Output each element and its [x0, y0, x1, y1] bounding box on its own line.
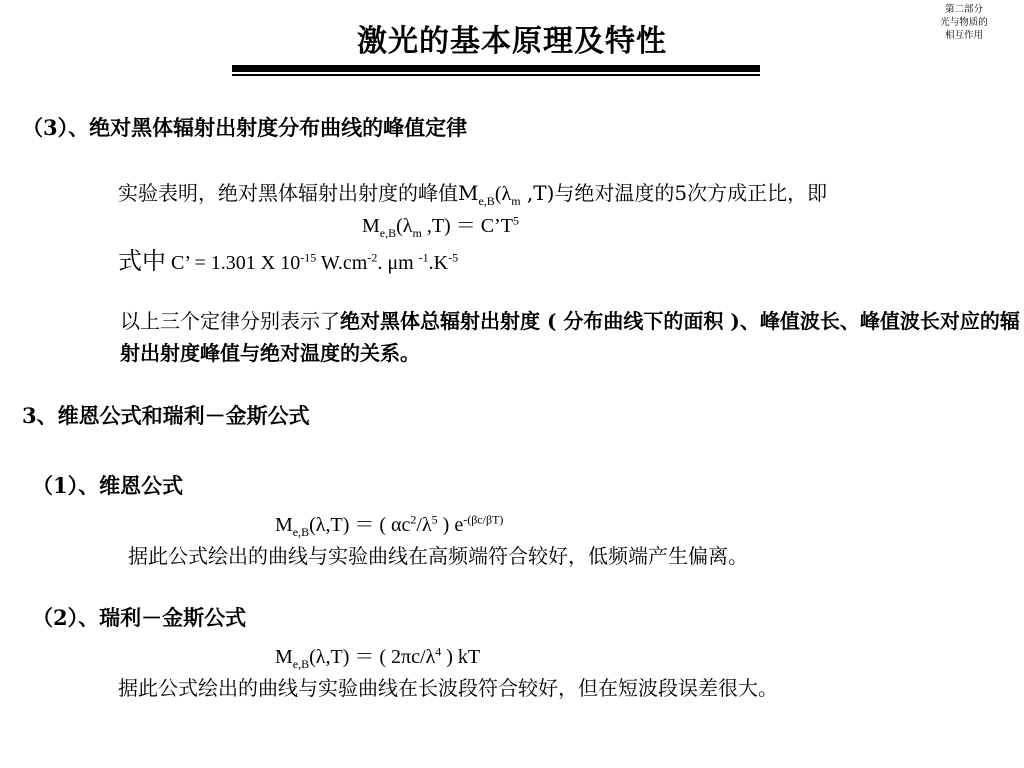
rayleigh-equation — [275, 640, 480, 669]
constant-sup3: -1 — [418, 250, 429, 265]
rayleigh-heading: （2）、瑞利－金斯公式 — [32, 605, 247, 630]
summary-bold: 绝对黑体总辐射出射度 ( 分布曲线下的面积 )、峰值波长、峰值波长对应的辐射出射度峰值与绝对温度的关系。 — [120, 309, 1020, 365]
rayleigh-eq-a: M — [275, 646, 293, 668]
rayleigh-note: 据此公式绘出的曲线与实验曲线在长波段符合较好，但在短波段误差很大。 — [118, 676, 778, 700]
title-underline-thick — [232, 65, 760, 72]
wien-note: 据此公式绘出的曲线与实验曲线在高频端符合较好，低频端产生偏离。 — [128, 544, 748, 568]
constant-c: . μm — [377, 252, 419, 274]
wien-eq-b: (λ,T) ＝ ( αc — [309, 514, 411, 536]
wien-eq-sup3: -(βc/βT) — [463, 512, 504, 527]
wien-heading: （1）、维恩公式 — [32, 473, 184, 498]
wien-eq-d: ) e — [437, 514, 464, 536]
equation-text-c: ,T) ＝ C’T — [421, 215, 513, 237]
wien-eq-sup1: 2 — [410, 512, 417, 527]
rayleigh-eq-sub: e,B — [292, 657, 310, 671]
summary-normal: 以上三个定律分别表示了 — [120, 309, 340, 333]
constant-a: C’ = 1.301 X 10 — [166, 252, 301, 274]
constant-sup4: -5 — [448, 250, 459, 265]
constant-definition — [118, 241, 458, 276]
statement-text-b: (λ — [494, 183, 512, 205]
peak-law-equation — [362, 209, 519, 238]
constant-sup2: -2 — [367, 250, 378, 265]
title-underline-thin — [232, 74, 760, 76]
peak-law-heading: （3）、绝对黑体辐射出射度分布曲线的峰值定律 — [22, 115, 468, 140]
statement-sub: e,B — [478, 194, 495, 208]
page-title: 激光的基本原理及特性 — [357, 24, 667, 59]
equation-text-a: M — [362, 215, 380, 237]
equation-sup: 5 — [512, 213, 519, 228]
section3-heading: 3、维恩公式和瑞利－金斯公式 — [22, 403, 310, 428]
laws-summary — [120, 305, 1020, 369]
wien-eq-sup2: 5 — [431, 512, 438, 527]
statement-sub2: m — [511, 194, 521, 208]
equation-sub: e,B — [379, 226, 397, 240]
section-tag-line2: 光与物质的 — [940, 17, 988, 28]
wien-eq-sub: e,B — [292, 525, 310, 539]
peak-law-statement — [118, 177, 827, 206]
wien-eq-a: M — [275, 514, 293, 536]
equation-text-b: (λ — [396, 215, 413, 237]
equation-sub2: m — [412, 226, 422, 240]
constant-label: 式中 — [118, 247, 166, 275]
section-tag-line1: 第二部分 — [944, 4, 983, 15]
section-tag — [924, 3, 1004, 42]
rayleigh-eq-c: ) kT — [441, 646, 481, 668]
wien-eq-c: /λ — [416, 514, 432, 536]
constant-sup1: -15 — [300, 250, 317, 265]
statement-text-a: 实验表明，绝对黑体辐射出射度的峰值M — [118, 181, 479, 205]
statement-text-c: ,T)与绝对温度的5次方成正比，即 — [520, 181, 828, 205]
section-tag-line3: 相互作用 — [944, 30, 983, 41]
constant-d: .K — [428, 252, 449, 274]
constant-b: W.cm — [316, 252, 368, 274]
rayleigh-eq-sup: 4 — [435, 644, 442, 659]
wien-equation — [275, 508, 503, 537]
rayleigh-eq-b: (λ,T) ＝ ( 2πc/λ — [309, 646, 436, 668]
